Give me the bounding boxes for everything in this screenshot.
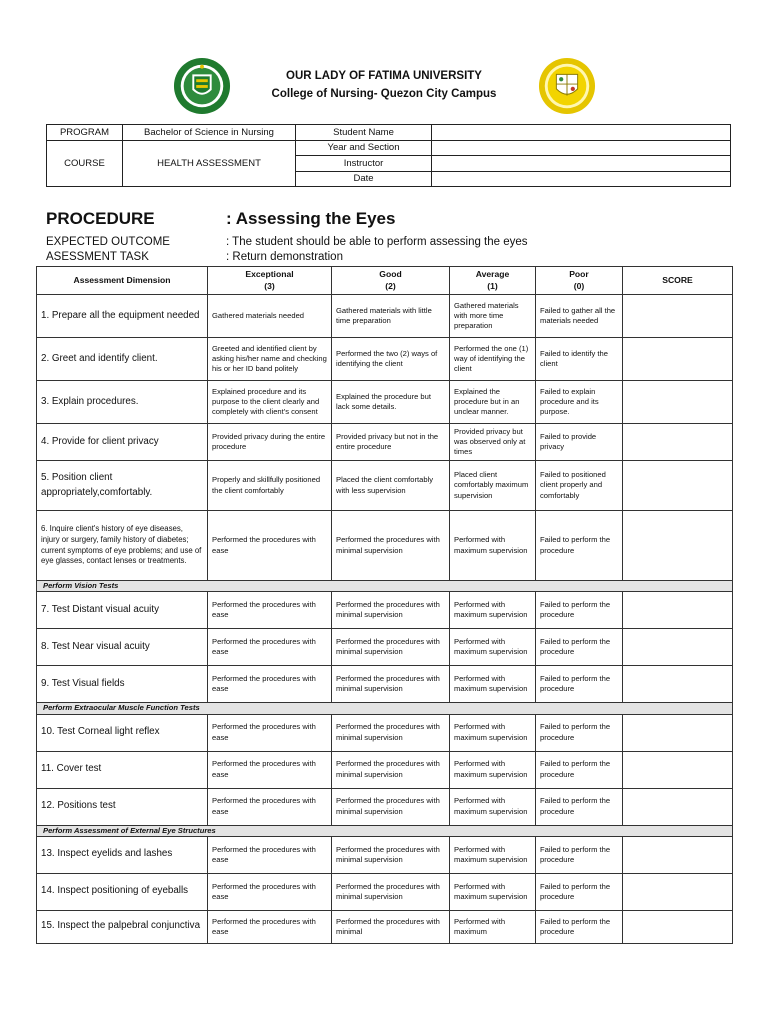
average-cell: Explained the procedure but in an unclear manner. xyxy=(450,381,536,424)
score-cell[interactable] xyxy=(623,381,733,424)
rubric-row xyxy=(37,666,733,703)
exceptional-cell: Performed the procedures with ease xyxy=(208,873,332,910)
rubric-row xyxy=(37,836,733,873)
program-value: Bachelor of Science in Nursing xyxy=(123,125,296,141)
expected-outcome-label: EXPECTED OUTCOME xyxy=(46,236,170,248)
rubric-row xyxy=(37,910,733,943)
student-name-label: Student Name xyxy=(296,125,432,141)
exceptional-cell: Gathered materials needed xyxy=(208,295,332,338)
year-section-label: Year and Section xyxy=(296,140,432,156)
rubric-row xyxy=(37,592,733,629)
poor-cell: Failed to perform the procedure xyxy=(536,714,623,751)
good-cell: Performed the procedures with minimal supervision xyxy=(332,629,450,666)
score-cell[interactable] xyxy=(623,714,733,751)
poor-cell: Failed to explain procedure and its purpose. xyxy=(536,381,623,424)
exceptional-cell: Performed the procedures with ease xyxy=(208,714,332,751)
header-exceptional: Exceptional (3) xyxy=(208,267,332,295)
poor-cell: Failed to perform the procedure xyxy=(536,788,623,825)
assessment-task-value: : Return demonstration xyxy=(226,251,343,263)
dimension-cell: 10. Test Corneal light reflex xyxy=(37,714,208,751)
average-cell: Performed with maximum supervision xyxy=(450,511,536,581)
good-cell: Performed the two (2) ways of identifying the client xyxy=(332,338,450,381)
score-cell[interactable] xyxy=(623,788,733,825)
score-cell[interactable] xyxy=(623,910,733,943)
rubric-row xyxy=(37,873,733,910)
score-cell[interactable] xyxy=(623,873,733,910)
rubric-table xyxy=(36,266,733,944)
exceptional-cell: Explained procedure and its purpose to the client clearly and completely with client's consent xyxy=(208,381,332,424)
average-cell: Performed with maximum supervision xyxy=(450,592,536,629)
rubric-row xyxy=(37,461,733,511)
good-cell: Performed the procedures with minimal supervision xyxy=(332,751,450,788)
good-cell: Performed the procedures with minimal supervision xyxy=(332,714,450,751)
rubric-row xyxy=(37,751,733,788)
average-cell: Gathered materials with more time preparation xyxy=(450,295,536,338)
average-cell: Performed with maximum supervision xyxy=(450,714,536,751)
dimension-cell: 12. Positions test xyxy=(37,788,208,825)
course-value: HEALTH ASSESSMENT xyxy=(123,140,296,187)
section-title: Perform Extraocular Muscle Function Tests xyxy=(37,703,733,714)
exceptional-cell: Greeted and identified client by asking his/her name and checking his or her ID band politely xyxy=(208,338,332,381)
good-cell: Performed the procedures with minimal supervision xyxy=(332,592,450,629)
score-cell[interactable] xyxy=(623,629,733,666)
poor-cell: Failed to perform the procedure xyxy=(536,910,623,943)
good-cell: Explained the procedure but lack some details. xyxy=(332,381,450,424)
date-label: Date xyxy=(296,171,432,187)
date-field[interactable] xyxy=(432,171,731,187)
instructor-label: Instructor xyxy=(296,156,432,172)
average-cell: Performed with maximum supervision xyxy=(450,666,536,703)
procedure-title: : Assessing the Eyes xyxy=(226,209,396,228)
olfu-seal-icon xyxy=(173,57,231,115)
dimension-cell: 5. Position client appropriately,comfortably. xyxy=(37,461,208,511)
section-header-extraocular xyxy=(37,703,733,714)
dimension-cell: 1. Prepare all the equipment needed xyxy=(37,295,208,338)
score-cell[interactable] xyxy=(623,461,733,511)
dimension-cell: 7. Test Distant visual acuity xyxy=(37,592,208,629)
score-cell[interactable] xyxy=(623,424,733,461)
average-cell: Performed with maximum supervision xyxy=(450,836,536,873)
procedure-label: PROCEDURE xyxy=(46,209,155,228)
poor-cell: Failed to perform the procedure xyxy=(536,873,623,910)
exceptional-cell: Performed the procedures with ease xyxy=(208,511,332,581)
good-cell: Gathered materials with little time preparation xyxy=(332,295,450,338)
rubric-row xyxy=(37,788,733,825)
good-cell: Performed the procedures with minimal supervision xyxy=(332,666,450,703)
poor-cell: Failed to gather all the materials needed xyxy=(536,295,623,338)
good-cell: Performed the procedures with minimal supervision xyxy=(332,836,450,873)
exceptional-cell: Performed the procedures with ease xyxy=(208,910,332,943)
average-cell: Performed with maximum supervision xyxy=(450,873,536,910)
score-cell[interactable] xyxy=(623,751,733,788)
dimension-cell: 14. Inspect positioning of eyeballs xyxy=(37,873,208,910)
exceptional-cell: Properly and skillfully positioned the client comfortably xyxy=(208,461,332,511)
rubric-row xyxy=(37,714,733,751)
exceptional-cell: Performed the procedures with ease xyxy=(208,751,332,788)
instructor-field[interactable] xyxy=(432,156,731,172)
dimension-cell: 4. Provide for client privacy xyxy=(37,424,208,461)
score-cell[interactable] xyxy=(623,295,733,338)
poor-cell: Failed to perform the procedure xyxy=(536,511,623,581)
average-cell: Performed with maximum supervision xyxy=(450,751,536,788)
header-score: SCORE xyxy=(623,267,733,295)
rubric-row xyxy=(37,424,733,461)
good-cell: Performed the procedures with minimal supervision xyxy=(332,788,450,825)
university-name: OUR LADY OF FATIMA UNIVERSITY xyxy=(286,70,482,82)
student-name-field[interactable] xyxy=(432,125,731,141)
exceptional-cell: Performed the procedures with ease xyxy=(208,592,332,629)
score-cell[interactable] xyxy=(623,511,733,581)
header-good: Good (2) xyxy=(332,267,450,295)
rubric-row xyxy=(37,511,733,581)
good-cell: Provided privacy but not in the entire procedure xyxy=(332,424,450,461)
section-header-vision xyxy=(37,581,733,592)
section-header-external xyxy=(37,825,733,836)
score-cell[interactable] xyxy=(623,338,733,381)
header-dimension: Assessment Dimension xyxy=(37,267,208,295)
good-cell: Performed the procedures with minimal supervision xyxy=(332,873,450,910)
score-cell[interactable] xyxy=(623,836,733,873)
dimension-cell: 3. Explain procedures. xyxy=(37,381,208,424)
rubric-row xyxy=(37,381,733,424)
average-cell: Performed with maximum xyxy=(450,910,536,943)
exceptional-cell: Performed the procedures with ease xyxy=(208,629,332,666)
course-label: COURSE xyxy=(47,140,123,187)
rubric-row xyxy=(37,338,733,381)
exceptional-cell: Performed the procedures with ease xyxy=(208,666,332,703)
section-title: Perform Assessment of External Eye Structures xyxy=(37,825,733,836)
year-section-field[interactable] xyxy=(432,140,731,156)
college-of-nursing-seal-icon xyxy=(538,57,596,115)
section-title: Perform Vision Tests xyxy=(37,581,733,592)
dimension-cell: 9. Test Visual fields xyxy=(37,666,208,703)
dimension-cell: 15. Inspect the palpebral conjunctiva xyxy=(37,910,208,943)
rubric-row xyxy=(37,295,733,338)
dimension-cell: 6. Inquire client's history of eye diseases, injury or surgery, family history of diabetes; current symptoms of eye problems; and use of eye glasses, contact lenses or treatments. xyxy=(37,511,208,581)
good-cell: Performed the procedures with minimal xyxy=(332,910,450,943)
poor-cell: Failed to perform the procedure xyxy=(536,751,623,788)
poor-cell: Failed to perform the procedure xyxy=(536,666,623,703)
poor-cell: Failed to perform the procedure xyxy=(536,629,623,666)
student-info-table xyxy=(46,124,731,187)
rubric-row xyxy=(37,629,733,666)
assessment-task-label: ASESSMENT TASK xyxy=(46,251,149,263)
header-poor: Poor (0) xyxy=(536,267,623,295)
poor-cell: Failed to perform the procedure xyxy=(536,592,623,629)
poor-cell: Failed to provide privacy xyxy=(536,424,623,461)
header-average: Average (1) xyxy=(450,267,536,295)
program-label: PROGRAM xyxy=(47,125,123,141)
exceptional-cell: Performed the procedures with ease xyxy=(208,836,332,873)
average-cell: Performed the one (1) way of identifying the client xyxy=(450,338,536,381)
poor-cell: Failed to perform the procedure xyxy=(536,836,623,873)
average-cell: Performed with maximum supervision xyxy=(450,629,536,666)
average-cell: Provided privacy but was observed only at times xyxy=(450,424,536,461)
college-name: College of Nursing- Quezon City Campus xyxy=(271,88,497,100)
good-cell: Performed the procedures with minimal supervision xyxy=(332,511,450,581)
score-cell[interactable] xyxy=(623,666,733,703)
dimension-cell: 2. Greet and identify client. xyxy=(37,338,208,381)
poor-cell: Failed to positioned client properly and comfortably xyxy=(536,461,623,511)
dimension-cell: 11. Cover test xyxy=(37,751,208,788)
dimension-cell: 8. Test Near visual acuity xyxy=(37,629,208,666)
poor-cell: Failed to identify the client xyxy=(536,338,623,381)
good-cell: Placed the client comfortably with less supervision xyxy=(332,461,450,511)
average-cell: Performed with maximum supervision xyxy=(450,788,536,825)
dimension-cell: 13. Inspect eyelids and lashes xyxy=(37,836,208,873)
score-cell[interactable] xyxy=(623,592,733,629)
expected-outcome-value: : The student should be able to perform assessing the eyes xyxy=(226,236,528,248)
exceptional-cell: Provided privacy during the entire procedure xyxy=(208,424,332,461)
average-cell: Placed client comfortably maximum supervision xyxy=(450,461,536,511)
exceptional-cell: Performed the procedures with ease xyxy=(208,788,332,825)
